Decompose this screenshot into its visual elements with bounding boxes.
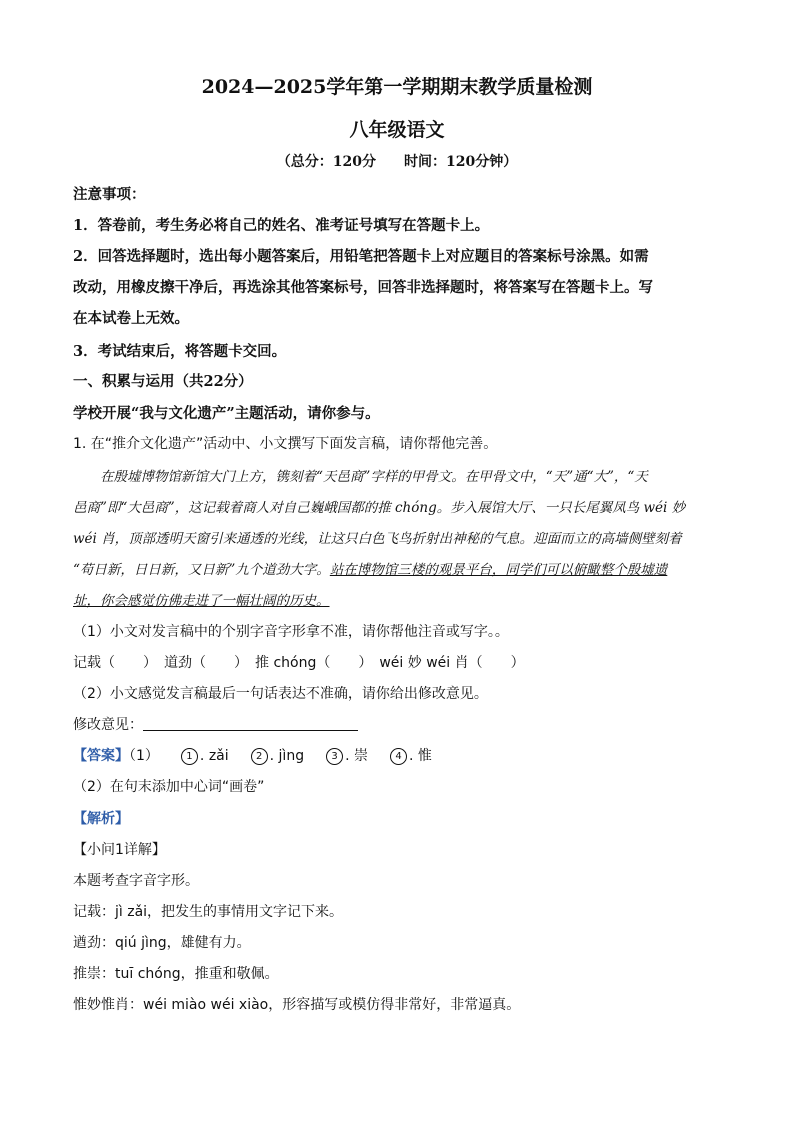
question-1-sub-2: （2）小文感觉发言稿最后一句话表达不准确，请你给出修改意见。: [73, 686, 488, 702]
revision-label: 修改意见：: [73, 717, 143, 733]
answer-item-1: [181, 748, 229, 764]
answer-part-1: （1）: [129, 748, 159, 764]
answer-text-3: . 崇: [345, 748, 368, 764]
question-1-stem: 1. 在“推介文化遗产”活动中、小文撰写下面发言稿，请你帮他完善。: [73, 436, 498, 452]
answer-text-2: . jìng: [269, 748, 305, 764]
note-item-2c: 在本试卷上无效。: [73, 310, 189, 327]
passage-line-2: 邑商”即“大邑商”，这记载着商人对自己巍峨国都的推 chóng。步入展馆大厅、一只长尾翼凤鸟 wéi 妙: [73, 500, 686, 516]
answer-tag: 【答案】: [73, 748, 129, 764]
passage-line-4: [73, 558, 667, 578]
answer-text-4: . 惟: [409, 748, 432, 764]
exam-subtitle: 八年级语文: [349, 119, 445, 141]
section-heading: 一、积累与运用（共22分）: [73, 373, 253, 390]
passage-line-4-underlined: 站在博物馆三楼的观景平台，同学们可以俯瞰整个殷墟遗: [329, 562, 668, 578]
answer-part-2: （2）在句末添加中心词“画卷”: [73, 779, 265, 795]
section-intro: 学校开展“我与文化遗产”主题活动，请你参与。: [73, 405, 380, 422]
question-1-blanks: 记载（ ） 道劲（ ） 推 chóng（ ） wéi 妙 wéi 肖（ ）: [73, 655, 525, 671]
exam-meta: （总分：120分 时间：120分钟）: [276, 154, 518, 170]
notes-heading: 注意事项：: [73, 186, 146, 203]
answer-text-1: . zǎi: [199, 748, 229, 764]
answer-row: [73, 745, 432, 765]
passage-line-1: 在殷墟博物馆新馆大门上方，镌刻着“天邑商”字样的甲骨文。在甲骨文中，“天”通“大”，“天: [100, 469, 648, 485]
passage-line-4-plain: “苟日新，日日新，又日新”九个道劲大字。: [73, 562, 330, 578]
exam-title: 2024—2025学年第一学期期末教学质量检测: [201, 76, 593, 98]
passage-line-5: 址，你会感觉仿佛走进了一幅壮阔的历史。: [73, 593, 330, 609]
answer-num-4: 4: [390, 748, 407, 765]
revision-blank: [143, 716, 358, 731]
answer-num-2: 2: [251, 748, 268, 765]
analysis-line-5: 惟妙惟肖：wéi miào wéi xiào，形容描写或模仿得非常好，非常逼真。: [73, 997, 521, 1013]
answer-item-4: [390, 748, 432, 764]
analysis-sub-heading: 【小问1详解】: [73, 842, 166, 858]
question-1-sub-1: （1）小文对发言稿中的个别字音字形拿不准，请你帮他注音或写字。。: [73, 624, 509, 640]
answer-num-1: 1: [181, 748, 198, 765]
analysis-line-4: 推崇：tuī chóng，推重和敬佩。: [73, 966, 279, 982]
analysis-line-1: 本题考查字音字形。: [73, 873, 199, 889]
analysis-tag: 【解析】: [73, 811, 129, 827]
analysis-line-2: 记载：jì zǎi，把发生的事情用文字记下来。: [73, 904, 344, 920]
answer-num-3: 3: [326, 748, 343, 765]
note-item-2a: 2．回答选择题时，选出每小题答案后，用铅笔把答题卡上对应题目的答案标号涂黑。如需: [73, 248, 649, 265]
answer-item-2: [251, 748, 304, 764]
note-item-1: 1．答卷前，考生务必将自己的姓名、准考证号填写在答题卡上。: [73, 217, 490, 234]
passage-line-3: wéi 肖，顶部透明天窗引来通透的光线，让这只白色飞鸟折射出神秘的气息。迎面而立的高墙侧壁刻着: [73, 531, 682, 547]
note-item-3: 3．考试结束后，将答题卡交回。: [73, 343, 287, 360]
answer-item-3: [326, 748, 368, 764]
revision-row: [73, 714, 358, 734]
note-item-2b: 改动，用橡皮擦干净后，再选涂其他答案标号，回答非选择题时，将答案写在答题卡上。写: [73, 279, 653, 296]
analysis-line-3: 遒劲：qiú jìng，雄健有力。: [73, 935, 251, 951]
